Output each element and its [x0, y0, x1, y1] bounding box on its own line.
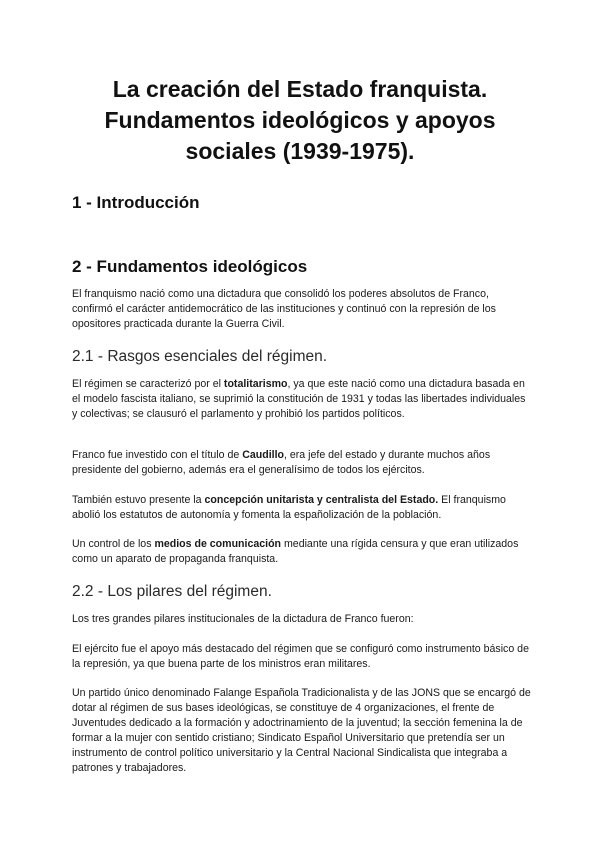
rasgos-paragraph-caudillo: Franco fue investido con el título de Caudillo, era jefe del estado y durante muchos años presidente del gobierno, además era el generalísimo de todos los ejércitos.: [72, 449, 491, 476]
rasgos-paragraph-totalitarismo: El régimen se caracterizó por el totalitarismo, ya que este nació como una dictadura basada en el modelo fascista italiano, se suprimió la constitución de 1931 y todas las libertades individuales y colectivas; se clausuró el parlamento y prohibió los partidos políticos.: [72, 378, 526, 420]
bold-caudillo: Caudillo: [242, 449, 284, 461]
document-title: [40, 74, 560, 167]
section-heading-fundamentos: 2 - Fundamentos ideológicos: [72, 257, 308, 276]
section-heading-introduccion: 1 - Introducción: [72, 193, 200, 212]
fundamentos-intro-paragraph: El franquismo nació como una dictadura que consolidó los poderes absolutos de Franco, confirmó el carácter antidemocrático de las instituciones y continuó con la represión de los opositores practicada durante la Guerra Civil.: [72, 288, 496, 330]
rasgos-paragraph-medios: Un control de los medios de comunicación mediante una rígida censura y que eran utilizados como un aparato de propaganda franquista.: [72, 538, 519, 565]
pilares-paragraph-partido-unico: Un partido único denominado Falange Española Tradicionalista y de las JONS que se encargó de dotar al régimen de sus bases ideológicas, se constituye de 4 organizaciones, el frente de Juventudes dedicado a la formación y adoctrinamiento de la juventud; la sección femenina la de formar a la mujer con sentido cristiano; Sindicato Español Universitario que pretendía ser un instrumento de control político universitario y la Central Nacional Sindicalista que integraba a patrones y trabajadores.: [72, 687, 531, 774]
title-line-1: La creación del Estado franquista.: [112, 76, 488, 102]
bold-concepcion-unitarista: concepción unitarista y centralista del Estado.: [204, 494, 439, 506]
subsection-heading-pilares: 2.2 - Los pilares del régimen.: [72, 583, 272, 600]
rasgos-paragraph-unitarista: También estuvo presente la concepción unitarista y centralista del Estado. El franquismo abolió los estatutos de autonomía y fomenta la españolización de la población.: [72, 494, 506, 521]
bold-totalitarismo: totalitarismo: [223, 378, 288, 390]
pilares-paragraph-ejercito: El ejército fue el apoyo más destacado del régimen que se configuró como instrumento básico de la represión, ya que buena parte de los ministros eran militares.: [72, 643, 529, 670]
pilares-intro-paragraph: Los tres grandes pilares institucionales de la dictadura de Franco fueron:: [72, 613, 414, 625]
subsection-heading-rasgos: 2.1 - Rasgos esenciales del régimen.: [72, 348, 328, 365]
title-line-2: Fundamentos ideológicos y apoyos: [104, 107, 496, 133]
bold-medios-comunicacion: medios de comunicación: [154, 538, 282, 550]
title-line-3: sociales (1939-1975).: [185, 138, 415, 164]
